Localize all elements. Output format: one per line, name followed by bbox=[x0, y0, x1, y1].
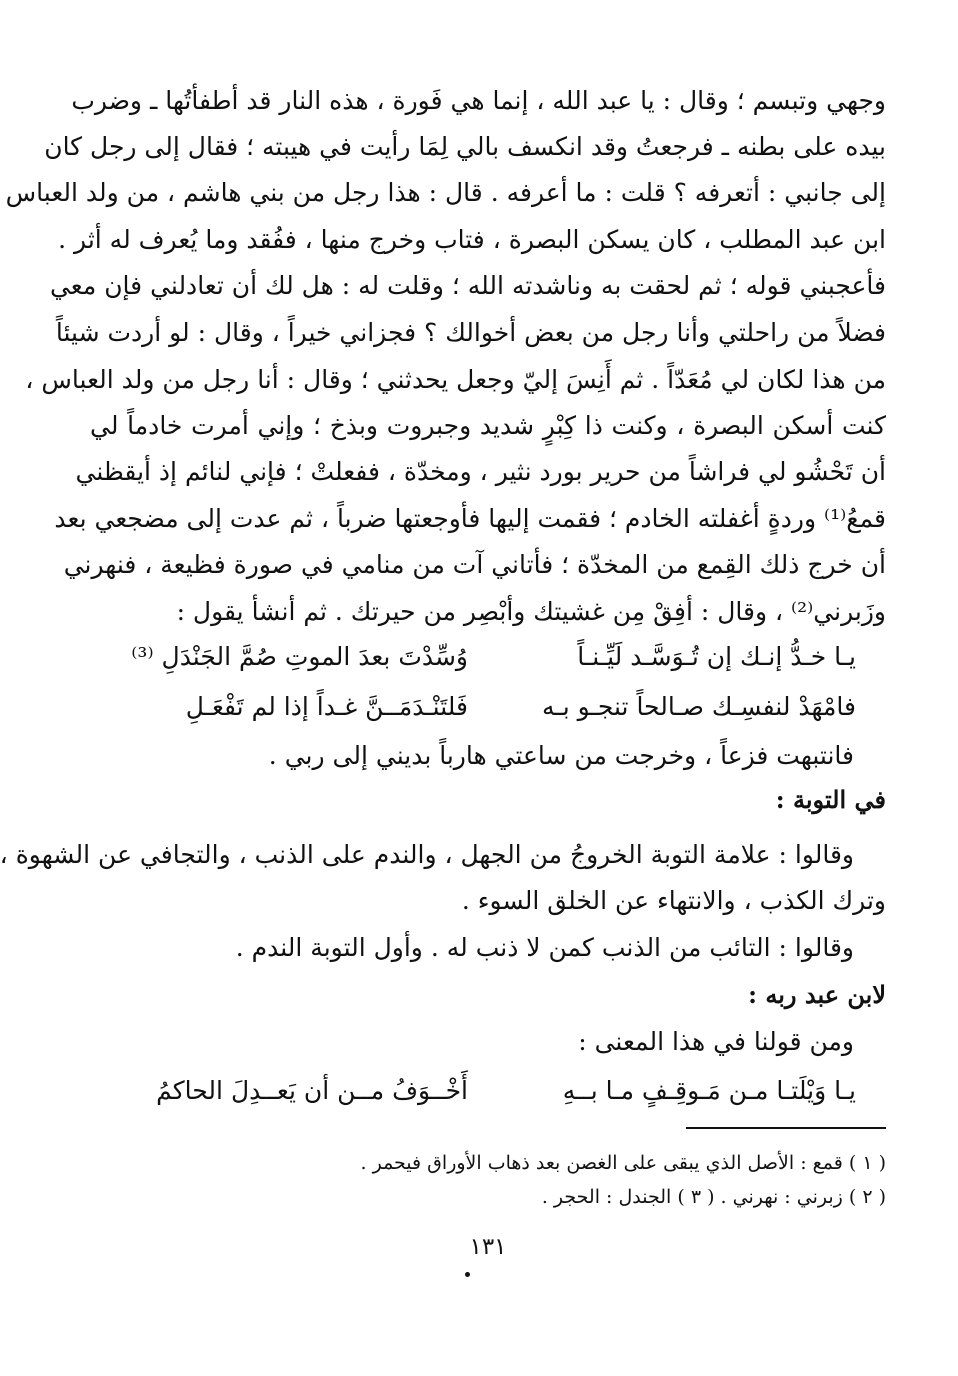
section-heading-tawba: في التوبة : bbox=[775, 785, 886, 814]
body-line-6: فضلاً من راحلتي وأنا رجل من بعض أخوالك ؟ فجزاني خيراً ، وقال : لو أردت شيئاً bbox=[55, 318, 886, 347]
body-line-3: إلى جانبي : أتعرفه ؟ قلت : ما أعرفه . قال : هذا رجل من بني هاشم ، من ولد العباس bbox=[5, 178, 886, 207]
final-verse-second-hemistich: أَخْــوَفُ مــن أن يَعــدِلَ الحاكمُ bbox=[156, 1076, 468, 1105]
body-line-8: كنت أسكن البصرة ، وكنت ذا كِبْرٍ شديد وجبروت وبذخ ؛ وإني أمرت خادماً لي bbox=[90, 411, 886, 440]
body-line-10: قمعُ⁽¹⁾ وردةٍ أغفلته الخادم ؛ فقمت إليها فأوجعتها ضرباً ، ثم عدت إلى مضجعي بعد bbox=[54, 504, 886, 533]
footnote-2: ( ٢ ) زبرني : نهرني . ( ٣ ) الجندل : الحجر . bbox=[541, 1186, 886, 1208]
final-verse bbox=[90, 1067, 886, 1115]
page-dot-mark bbox=[465, 1272, 470, 1277]
body-line-9: أن تَحْشُو لي فراشاً من حرير بورد نثير ، ومخدّة ، ففعلتْ ؛ فإني لنائم إذ أيقظني bbox=[75, 457, 886, 486]
body-line-7: من هذا لكان لي مُعَدّاً . ثم أَنِسَ إليّ وجعل يحدثني ؛ وقال : أنا رجل من ولد العباس ، bbox=[25, 365, 886, 394]
verse-1-second-hemistich: وُسِّدْتَ بعدَ الموتِ صُمَّ الجَنْدَلِ ⁽³⁾ bbox=[131, 642, 468, 671]
page-number: ١٣١ bbox=[469, 1234, 507, 1260]
verse-2-second-hemistich: فَلتَنْـدَمَــنَّ غـداً إذا لم تَفْعَـلِ bbox=[185, 692, 468, 721]
body-line-4: ابن عبد المطلب ، كان يسكن البصرة ، فتاب وخرج منها ، ففُقد وما يُعرف له أثر . bbox=[58, 225, 886, 254]
verse-2 bbox=[90, 683, 886, 731]
after-verses-line: فانتبهت فزعاً ، وخرجت من ساعتي هارباً بديني إلى ربي . bbox=[268, 741, 854, 770]
ibn-intro-line: ومن قولنا في هذا المعنى : bbox=[578, 1027, 854, 1056]
body-line-12: وزَبرني⁽²⁾ ، وقال : أفِقْ مِن غشيتك وأبْصِر من حيرتك . ثم أنشأ يقول : bbox=[176, 597, 886, 626]
final-verse-first-hemistich: يـا وَيْلَتـا مـن مَـوقِـفٍ مـا بــهِ bbox=[562, 1076, 856, 1105]
body-line-2: بيده على بطنه ـ فرجعتُ وقد انكسف بالي لِمَا رأيت في هيبته ؛ فقال إلى رجل كان bbox=[44, 132, 886, 161]
tawba-line-3: وقالوا : التائب من الذنب كمن لا ذنب له . وأول التوبة الندم . bbox=[235, 933, 854, 962]
footnote-divider bbox=[686, 1127, 886, 1129]
body-line-1: وجهي وتبسم ؛ وقال : يا عبد الله ، إنما هي فَورة ، هذه النار قد أطفأتُها ـ وضرب bbox=[71, 86, 886, 115]
body-line-11: أن خرج ذلك القِمع من المخدّة ؛ فأتاني آت من منامي في صورة فظيعة ، فنهرني bbox=[63, 550, 886, 579]
section-heading-ibn-abd-rabbih: لابن عبد ربه : bbox=[748, 980, 886, 1009]
body-line-5: فأعجبني قوله ؛ ثم لحقت به وناشدته الله ؛ وقلت له : هل لك أن تعادلني فإن معي bbox=[49, 271, 886, 300]
verse-1 bbox=[90, 633, 886, 681]
verse-2-first-hemistich: فامْهَدْ لنفسِـك صـالحاً تنجـو بـه bbox=[541, 692, 856, 721]
tawba-line-1: وقالوا : علامة التوبة الخروجُ من الجهل ، والندم على الذنب ، والتجافي عن الشهوة ، bbox=[0, 840, 854, 869]
footnote-1: ( ١ ) قمع : الأصل الذي يبقى على الغصن بعد ذهاب الأوراق فيحمر . bbox=[360, 1152, 886, 1174]
tawba-line-2: وترك الكذب ، والانتهاء عن الخلق السوء . bbox=[461, 886, 886, 915]
verse-1-first-hemistich: يـا خـدُّ إنـك إن تُـوَسَّـد لَيِّـنـاً bbox=[577, 642, 856, 671]
